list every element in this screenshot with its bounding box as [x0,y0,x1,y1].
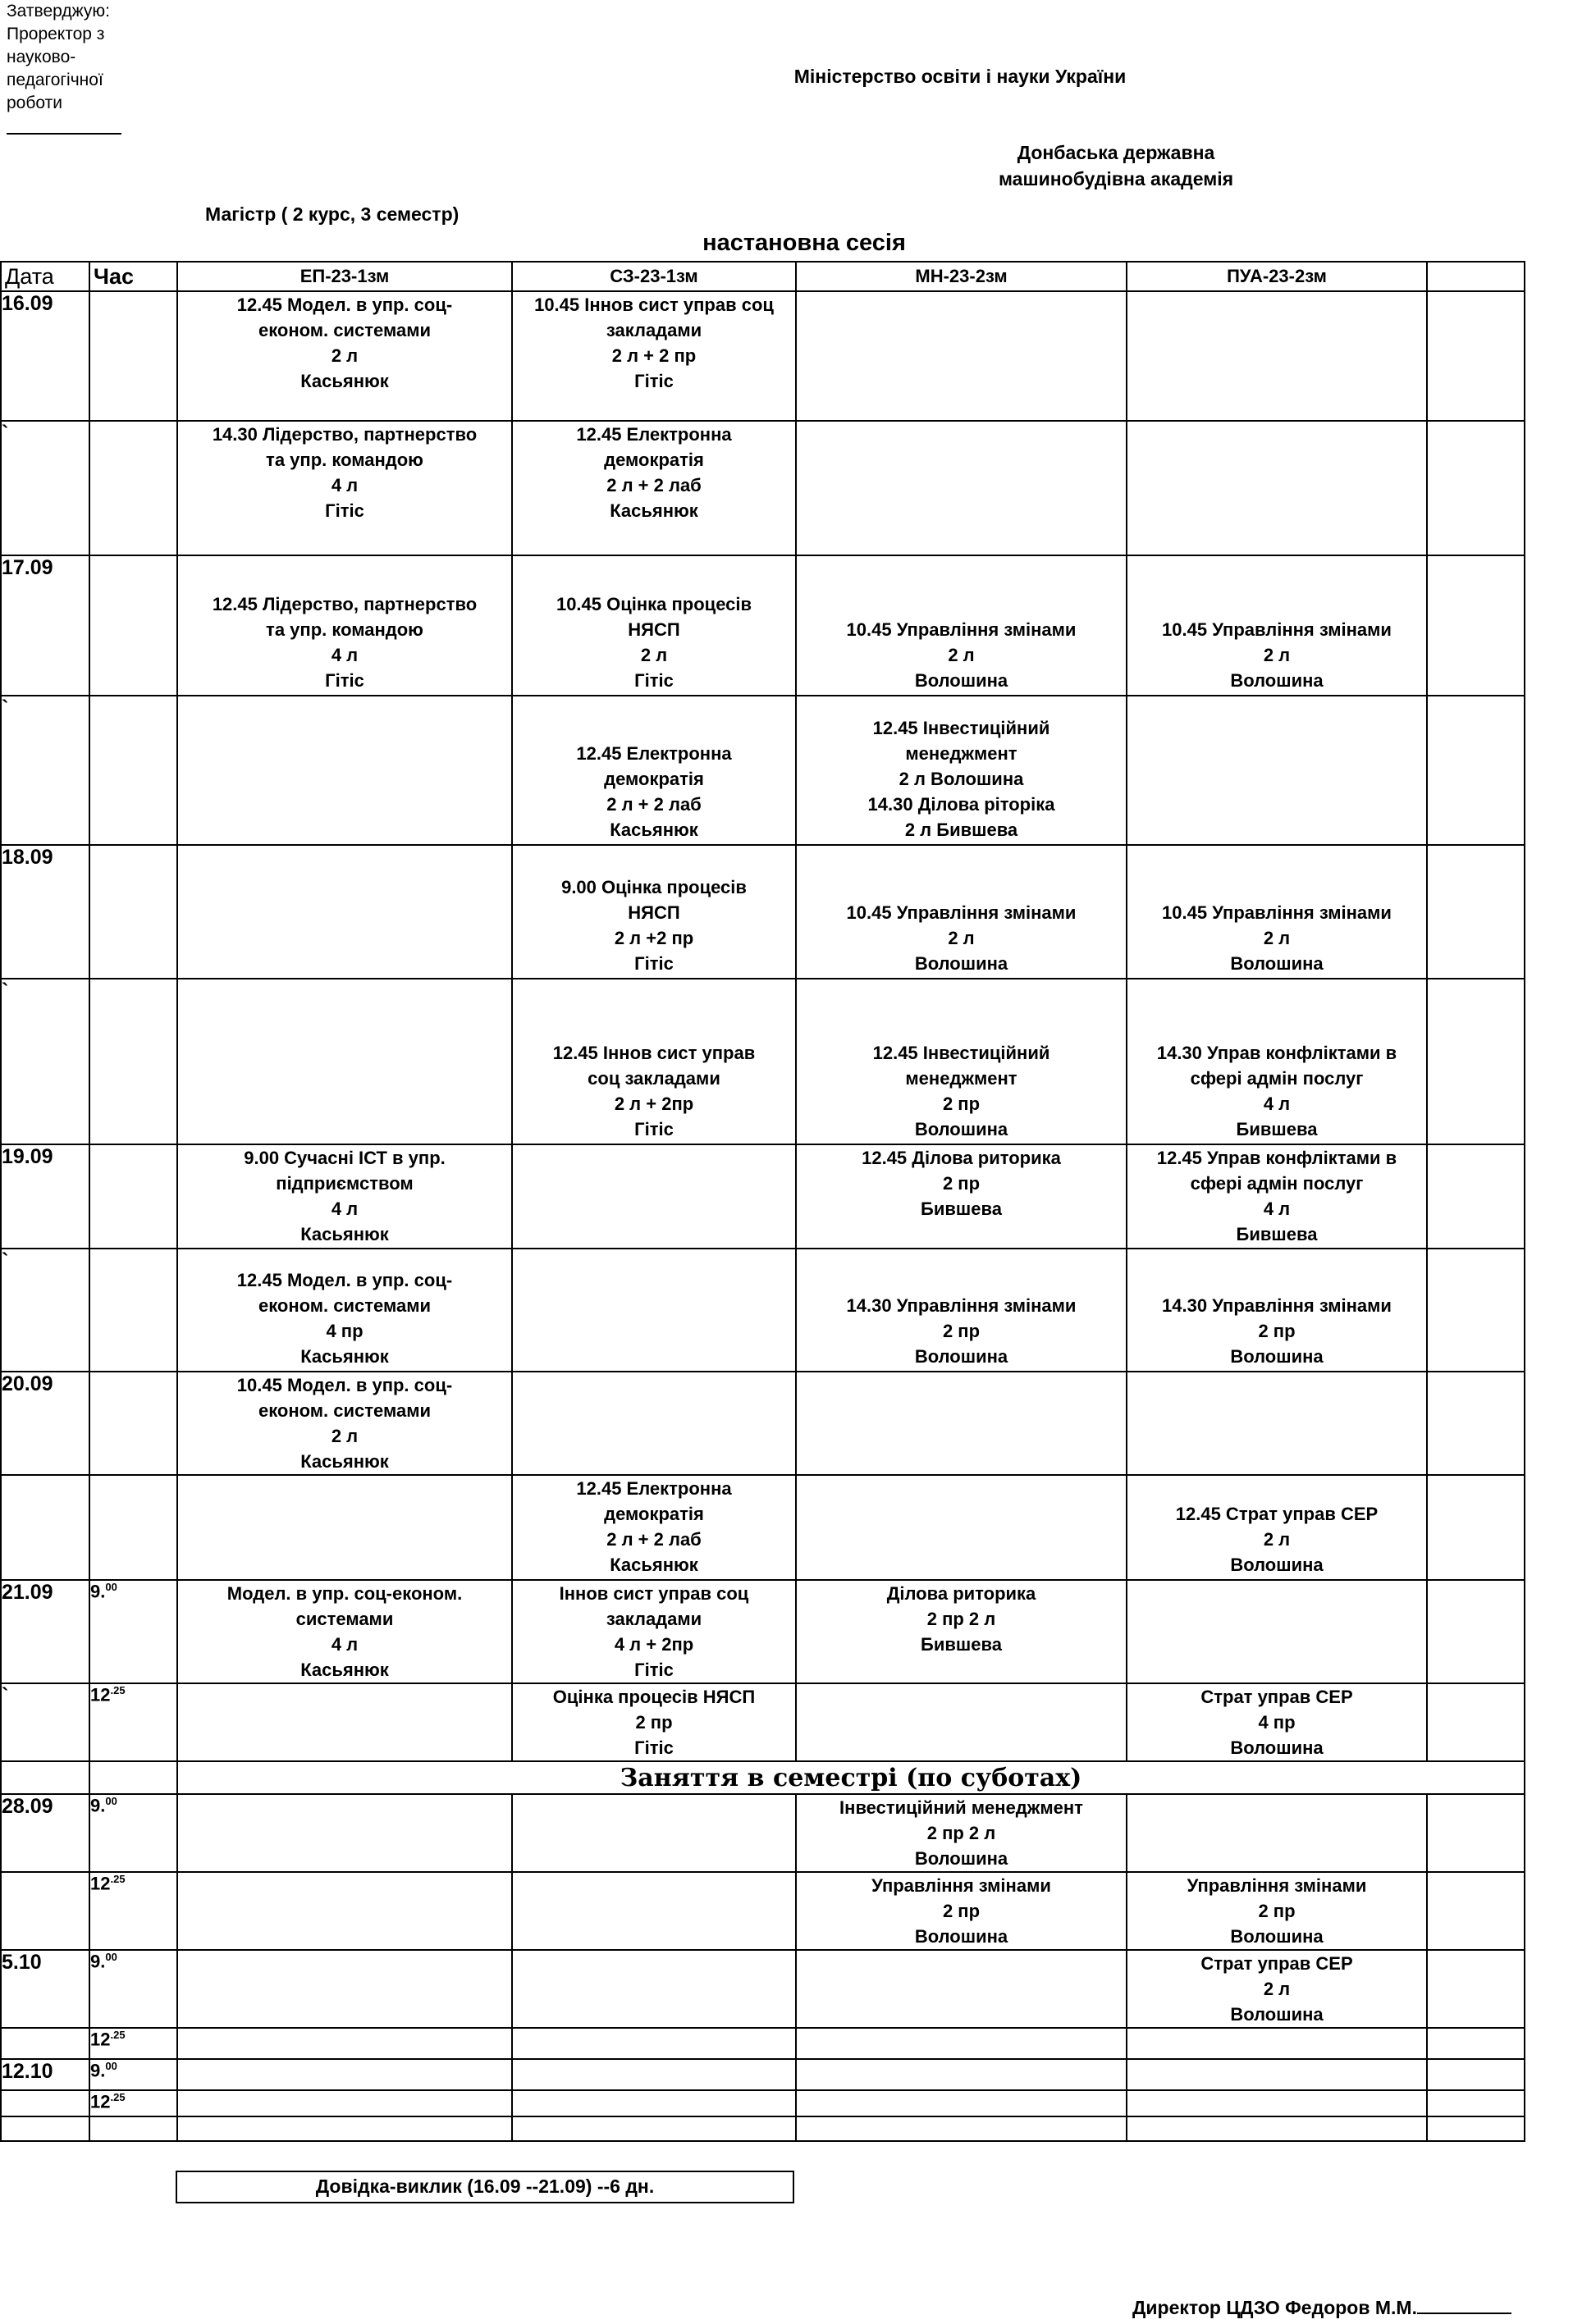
schedule-row [1,291,1525,421]
date-cell: 12.10 [1,2059,89,2090]
class-cell [796,1950,1127,2028]
class-cell [1427,696,1525,845]
class-cell [1427,1475,1525,1580]
class-cell [1427,2090,1525,2116]
time-minutes: 00 [105,1581,117,1593]
header-date: Дата [1,262,89,291]
class-cell [177,1475,512,1580]
schedule-row [1,2028,1525,2059]
time-minutes: 00 [105,2060,117,2072]
class-cell: 14.30 Управління змінами 2 пр Волошина [1127,1249,1427,1372]
class-cell: 12.45 Електронна демократія 2 л + 2 лаб Касьянюк [512,421,796,555]
class-cell [796,2116,1127,2141]
header-group: МН-23-2зм [796,262,1127,291]
class-cell: 10.45 Управління змінами 2 л Волошина [796,555,1127,696]
class-cell [1427,1950,1525,2028]
date-cell [1,1872,89,1950]
approval-block [7,0,138,115]
class-cell [512,2116,796,2141]
header-group: ПУА-23-2зм [1127,262,1427,291]
class-cell [177,2059,512,2090]
class-cell [177,1872,512,1950]
header-group: СЗ-23-1зм [512,262,796,291]
time-cell [89,2090,177,2116]
approval-line: науково- [7,48,76,66]
class-cell: 14.30 Лідерство, партнерство та упр. командою 4 л Гітіс [177,421,512,555]
date-cell [1,1475,89,1580]
time-value: 9. [90,1581,106,1602]
time-cell [89,979,177,1144]
time-cell [89,555,177,696]
schedule-row [1,1580,1525,1683]
time-cell [89,2028,177,2059]
schedule-row [1,1144,1525,1249]
class-cell [1127,291,1427,421]
class-cell [796,1475,1127,1580]
class-cell [512,1872,796,1950]
time-value: 9. [90,1951,106,1972]
class-cell [1427,291,1525,421]
class-cell [1427,1144,1525,1249]
class-cell [177,2028,512,2059]
class-cell: 12.45 Інвестиційний менеджмент 2 л Волошина 14.30 Ділова ріторіка 2 л Бившева [796,696,1127,845]
date-cell: 21.09 [1,1580,89,1683]
class-cell [177,1794,512,1872]
class-cell [1427,555,1525,696]
date-cell: 19.09 [1,1144,89,1249]
date-cell [1,2028,89,2059]
schedule-row [1,421,1525,555]
date-cell: ` [1,1249,89,1372]
class-cell: Страт управ СЕР 4 пр Волошина [1127,1683,1427,1761]
class-cell: 12.45 Модел. в упр. соц- економ. системами 2 л Касьянюк [177,291,512,421]
class-cell: Іннов сист управ соц закладами 4 л + 2пр Гітіс [512,1580,796,1683]
time-cell [89,1372,177,1475]
date-cell: ` [1,421,89,555]
schedule-row [1,1475,1525,1580]
class-cell: Управління змінами 2 пр Волошина [1127,1872,1427,1950]
session-title: настановна сесія [702,230,906,256]
time-minutes: 00 [105,1795,117,1807]
class-cell: 14.30 Управ конфліктами в сфері адмін послуг 4 л Бившева [1127,979,1427,1144]
class-cell [1427,2028,1525,2059]
class-cell: 12.45 Модел. в упр. соц- економ. системами 4 пр Касьянюк [177,1249,512,1372]
time-cell [89,1872,177,1950]
header-time: Час [89,262,177,291]
date-cell: 5.10 [1,1950,89,2028]
class-cell: Ділова риторика 2 пр 2 л Бившева [796,1580,1127,1683]
program-label: Магістр ( 2 курс, 3 семестр) [205,203,460,225]
class-cell [1127,696,1427,845]
schedule-row [1,1249,1525,1372]
academy-title [919,139,1313,192]
class-cell [512,1950,796,2028]
class-cell [512,1372,796,1475]
header-group: ЕП-23-1зм [177,262,512,291]
approval-signature-line [7,133,121,135]
class-cell [1427,2059,1525,2090]
class-cell [1127,2090,1427,2116]
class-cell: 14.30 Управління змінами 2 пр Волошина [796,1249,1127,1372]
class-cell: 10.45 Іннов сист управ соц закладами 2 л + 2 пр Гітіс [512,291,796,421]
time-minutes: 00 [105,1951,117,1963]
class-cell [1127,2059,1427,2090]
class-cell [1427,979,1525,1144]
class-cell [512,1794,796,1872]
banner-date-cell [1,1761,89,1794]
date-cell: ` [1,979,89,1144]
class-cell [1427,1580,1525,1683]
class-cell [177,2090,512,2116]
class-cell: 9.00 Оцінка процесів НЯСП 2 л +2 пр Гітіс [512,845,796,979]
date-cell: 17.09 [1,555,89,696]
approval-line: роботи [7,94,62,112]
header-row [1,262,1525,291]
schedule-row [1,696,1525,845]
class-cell: 10.45 Модел. в упр. соц- економ. системами 2 л Касьянюк [177,1372,512,1475]
class-cell [512,1144,796,1249]
date-cell: 20.09 [1,1372,89,1475]
time-cell [89,2059,177,2090]
time-value: 12 [90,2091,111,2112]
semester-banner-row [1,1761,1525,1794]
time-value: 9. [90,2060,106,2081]
class-cell [1427,1372,1525,1475]
class-cell [177,979,512,1144]
class-cell [796,2059,1127,2090]
class-cell [177,845,512,979]
date-cell: ` [1,696,89,845]
class-cell: 12.45 Електронна демократія 2 л + 2 лаб Касьянюк [512,696,796,845]
class-cell [1427,2116,1525,2141]
time-minutes: .25 [110,2029,126,2041]
class-cell [1427,845,1525,979]
class-cell [796,291,1127,421]
schedule-row [1,1950,1525,2028]
time-cell [89,2116,177,2141]
class-cell: Модел. в упр. соц-економ. системами 4 л Касьянюк [177,1580,512,1683]
class-cell: 10.45 Оцінка процесів НЯСП 2 л Гітіс [512,555,796,696]
class-cell [177,696,512,845]
time-value: 12 [90,1873,111,1894]
class-cell [1427,1794,1525,1872]
approval-line: Затверджую: [7,2,110,21]
class-cell: Інвестиційний менеджмент 2 пр 2 л Волошина [796,1794,1127,1872]
schedule-row [1,2059,1525,2090]
date-cell: 16.09 [1,291,89,421]
class-cell: 10.45 Управління змінами 2 л Волошина [1127,845,1427,979]
class-cell [796,1372,1127,1475]
class-cell: 12.45 Ділова риторика 2 пр Бившева [796,1144,1127,1249]
time-cell [89,845,177,979]
class-cell: 12.45 Управ конфліктами в сфері адмін послуг 4 л Бившева [1127,1144,1427,1249]
class-cell [1127,421,1427,555]
class-cell: Страт управ СЕР 2 л Волошина [1127,1950,1427,2028]
time-cell [89,291,177,421]
class-cell [796,421,1127,555]
class-cell: 10.45 Управління змінами 2 л Волошина [1127,555,1427,696]
class-cell [1127,1580,1427,1683]
schedule-row [1,979,1525,1144]
header-group [1427,262,1525,291]
academy-line: Донбаська державна [1017,142,1215,163]
class-cell: Управління змінами 2 пр Волошина [796,1872,1127,1950]
semester-banner: Заняття в семестрі (по суботах) [177,1761,1525,1794]
time-value: 12 [90,1684,111,1705]
schedule-row [1,2116,1525,2141]
reference-note: Довідка-виклик (16.09 --21.09) --6 дн. [176,2171,794,2203]
class-cell [177,1683,512,1761]
time-cell [89,1249,177,1372]
class-cell: 12.45 Інвестиційний менеджмент 2 пр Волошина [796,979,1127,1144]
schedule-table [0,261,1525,2142]
time-cell [89,1144,177,1249]
time-value: 12 [90,2029,111,2050]
time-cell [89,1683,177,1761]
time-minutes: .25 [110,1684,126,1696]
schedule-row [1,1372,1525,1475]
class-cell: 12.45 Електронна демократія 2 л + 2 лаб Касьянюк [512,1475,796,1580]
class-cell [1427,1249,1525,1372]
schedule-row [1,1872,1525,1950]
class-cell [1127,1372,1427,1475]
class-cell [1427,421,1525,555]
director-signature [1132,2297,1511,2319]
class-cell [796,2028,1127,2059]
class-cell [1427,1872,1525,1950]
class-cell [512,1249,796,1372]
date-cell: ` [1,1683,89,1761]
approval-line: Проректор з [7,25,105,43]
schedule-row [1,1794,1525,1872]
date-cell [1,2116,89,2141]
time-minutes: .25 [110,1873,126,1885]
class-cell: 12.45 Лідерство, партнерство та упр. командою 4 л Гітіс [177,555,512,696]
class-cell [1127,1794,1427,1872]
schedule-row [1,555,1525,696]
time-value: 9. [90,1795,106,1816]
schedule-row [1,1683,1525,1761]
class-cell [796,2090,1127,2116]
time-cell [89,1475,177,1580]
time-minutes: .25 [110,2091,126,2103]
class-cell: 12.45 Іннов сист управ соц закладами 2 л + 2пр Гітіс [512,979,796,1144]
class-cell [512,2028,796,2059]
time-cell [89,421,177,555]
date-cell [1,2090,89,2116]
class-cell: 12.45 Страт управ СЕР 2 л Волошина [1127,1475,1427,1580]
class-cell: 9.00 Сучасні ІСТ в упр. підприємством 4 л Касьянюк [177,1144,512,1249]
class-cell [796,1683,1127,1761]
class-cell [177,2116,512,2141]
director-label: Директор ЦДЗО Федоров М.М. [1132,2297,1417,2318]
banner-time-cell [89,1761,177,1794]
date-cell: 18.09 [1,845,89,979]
class-cell [512,2090,796,2116]
class-cell [1427,1683,1525,1761]
time-cell [89,696,177,845]
class-cell [177,1950,512,2028]
ministry-title: Міністерство освіти і науки України [793,66,1127,87]
class-cell: 10.45 Управління змінами 2 л Волошина [796,845,1127,979]
class-cell: Оцінка процесів НЯСП 2 пр Гітіс [512,1683,796,1761]
time-cell [89,1580,177,1683]
approval-line: педагогічної [7,71,103,89]
class-cell [1127,2028,1427,2059]
class-cell [1127,2116,1427,2141]
time-cell [89,1950,177,2028]
schedule-row [1,2090,1525,2116]
schedule-row [1,845,1525,979]
signature-line [1417,2313,1511,2314]
academy-line: машинобудівна академія [998,168,1234,189]
time-cell [89,1794,177,1872]
date-cell: 28.09 [1,1794,89,1872]
class-cell [512,2059,796,2090]
